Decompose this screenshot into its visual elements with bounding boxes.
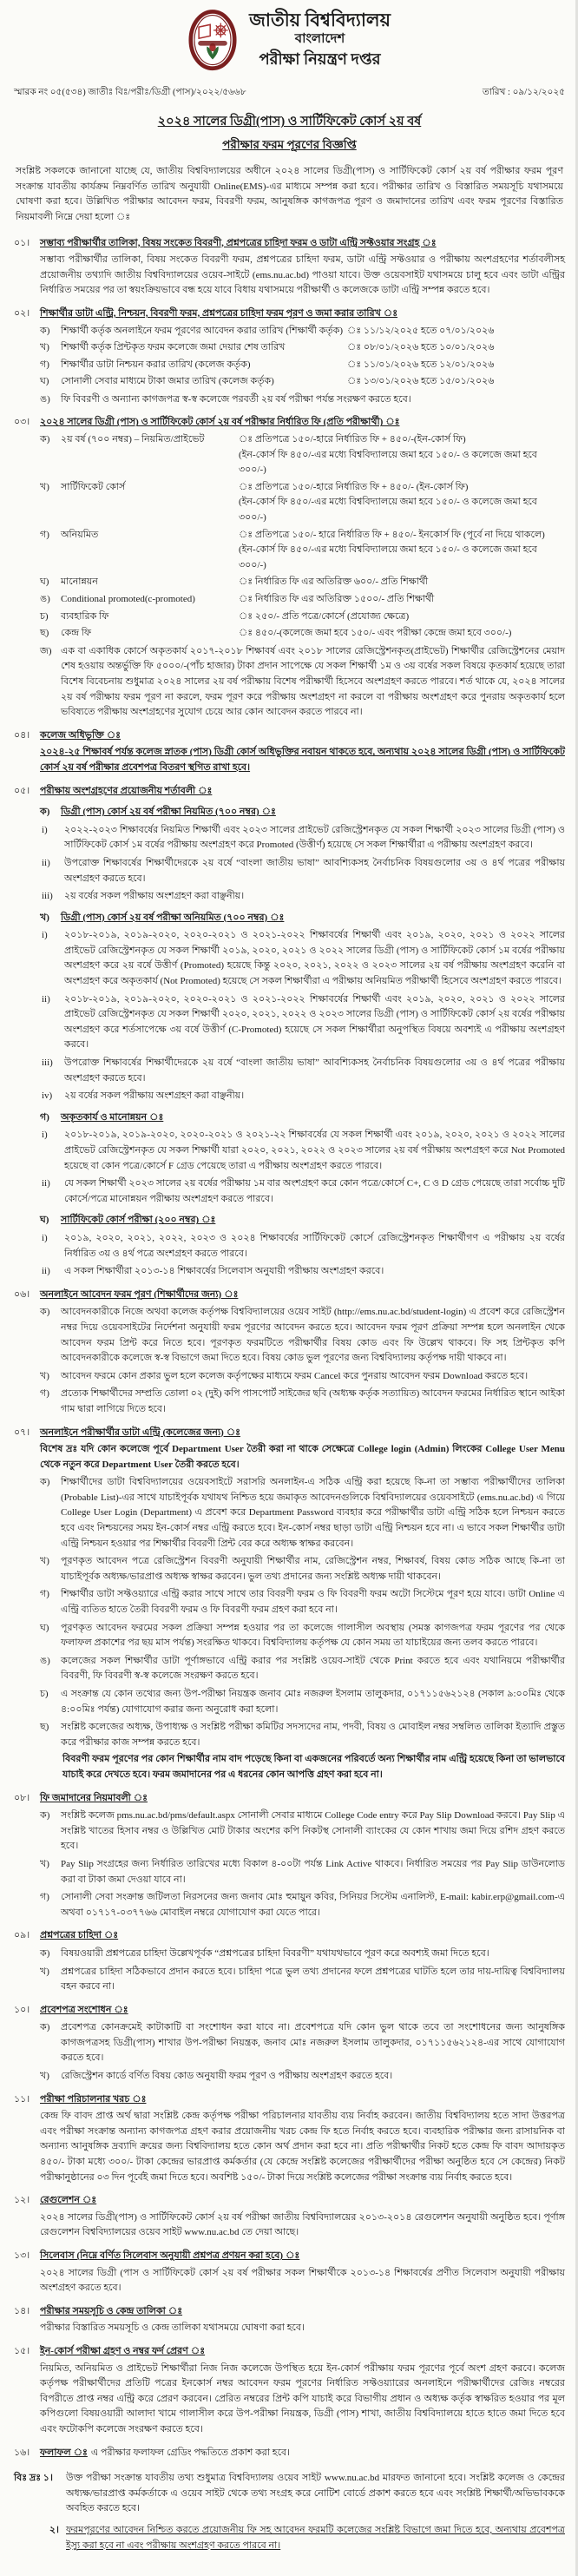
row-label-letter: গ) xyxy=(40,529,49,540)
row-value: ঃ ০৮/০১/২০২৬ হতে ১০/০১/২০২৬ xyxy=(347,342,495,353)
row-label: ব্যবহারিক ফি xyxy=(61,610,109,622)
item-label-letter: গ) xyxy=(40,1388,49,1400)
item-text: পূরণকৃত আবেদন ফরমের সকল প্রক্রিয়া সম্পন্ন হওয়ার পর তা কলেজে গালাসীল অবস্থায় (সমস্ত কাগজপত্র ফরম পূরণের পর থেকে ফলাফল প্রকাশের পর ছয় মাস পর্যন্ত) সংরক্ষিত থাকবে। বিশ্ববিদ্যালয় কর্তৃপক্ষ যে কোন সময় তা যাচাইয়ের জন্য তলব করতে পারবে। xyxy=(61,1622,565,1649)
section-body xyxy=(40,1947,565,1995)
roman-item xyxy=(42,1056,565,1086)
section xyxy=(14,728,565,776)
roman-item xyxy=(42,1176,565,1207)
subsection-letter: ঘ) xyxy=(40,1215,49,1226)
row-label-letter: ক) xyxy=(40,325,50,336)
item-text: সংশ্লিষ্ট কলেজ pms.nu.ac.bd/pms/default.aspx সোনালী সেবার মাধ্যমে College Code entry করে Pay Slip Download করবে। Pay Slip এ সংশ্লিষ্ট খাতের হিসাব নম্বর ও উল্লিখিত মোট টাকার অংশের কপি নিকটস্থ সোনালী ব্যাংকের যে কোন শাখায় জমা দিয়ে রশিদ গ্রহণ করতে হবে। xyxy=(61,1810,565,1852)
roman-label: i) xyxy=(42,930,48,941)
footnote-label: ২। xyxy=(49,2524,59,2535)
section-number: ১৬। xyxy=(14,2447,30,2458)
section xyxy=(14,2092,565,2186)
row-label: অনিয়মিত xyxy=(61,529,99,540)
paragraph: ২০২৪ সালের ডিগ্রী(পাস) ও সার্টিফিকেট কোর্স ২য় বর্ষ পরীক্ষা জাতীয় বিশ্ববিদ্যালয়ের ২০১৩-২০১৪ রেগুলেশন অনুযায়ী অনুষ্ঠিত হবে। পূর্ণাঙ্গ রেগুলেশন বিশ্ববিদ্যালয়ের ওয়েব সাইট www.nu.ac.bd তে দেয়া আছে। xyxy=(40,2211,565,2238)
paragraph: বিশেষ দ্রঃ যদি কোন কলেজে পূর্বে Department User তৈরী করা না থাকে সেক্ষেত্রে College login (Admin) লিংকের College User Menu থেকে নতুন করে Department User তৈরী করতে হবে। xyxy=(40,1444,565,1470)
item-label-letter: খ) xyxy=(40,1966,49,1977)
item-text: শিক্ষার্থীর ডাটা সফ্টওয়্যারে এন্ট্রি করার সাথে সাথে তার বিবরণী ফরম ও ফি বিবরণী ফরম অটো সিস্টেমে পূরণ হয়ে যাবে। ডাটা Online এ এন্ট্রি ব্যতিত হাতে তৈরী বিবরণী ফরম ও ফি বিবরণী ফরম গ্রহণ করা হবে না। xyxy=(61,1589,565,1616)
section-heading xyxy=(14,784,565,800)
row-label: ২য় বর্ষ (৭০০ নম্বর) – নিয়মিত/প্রাইভেট xyxy=(61,434,205,445)
section xyxy=(14,2304,565,2336)
roman-item-text: ২য় বর্ষের সকল পরীক্ষায় অংশগ্রহণ করা বাঞ্ছনীয়। xyxy=(64,891,245,902)
footnote xyxy=(14,2471,565,2517)
section-number: ০৯। xyxy=(14,1930,30,1941)
fee-note: (ইন-কোর্স ফি ৪৫০/-এর মধ্যে বিশ্ববিদ্যালয়ে জমা হবে ১৫০/- ও কলেজে জমা হবে ৩০০/-) xyxy=(239,544,537,570)
item-text: এক বা একাধিক কোর্সে অকৃতকার্য ২০১৭-২০১৮ শিক্ষাবর্ষ এবং ২০১৮ সালের রেজিস্ট্রেশনকৃত(প্রাইভেট) শিক্ষার্থীর রেজিস্ট্রেশনের মেয়াদ শেষ হওয়ায় অন্তর্ভুক্তি ফি ৫০০০/-(পাঁচ হাজার) টাকা প্রদান সাপেক্ষে যে সকল শিক্ষার্থী ১ম ও ৩য় বর্ষের সকল বিষয়ে কৃতকার্য হয়েছে তারা বিশেষ বিবেচনায় শুধুমাত্র ২০২৪ সালের ২য় বর্ষ পরীক্ষায় বিশেষ পরীক্ষার্থী হিসেবে অংশগ্রহণ করতে পারবে। শর্ত থাকে যে, ২০২৪ সালের ২য় বর্ষ পরীক্ষায় ফরম পূরণ না করলে, ফরম পূরণ করে পরীক্ষায় অংশগ্রহণ না করলে বা পরীক্ষায় অংশগ্রহণ করে পুনরায় অকৃতকার্য হলে ভবিষ্যতে পরীক্ষায় অংশগ্রহণের সুযোগ চেয়ে আর কোন আবেদন করতে পারবে না। xyxy=(61,645,565,718)
section-body xyxy=(40,2362,565,2438)
row-value: ঃ নির্ধারিত ফি এর অতিরিক্ত ৬০০/- প্রতি শিক্ষার্থী xyxy=(239,576,429,588)
subsection-title: ডিগ্রী (পাস) কোর্স ২য় বর্ষ পরীক্ষা অনিয়মিত (৭০০ নম্বর) ঃ xyxy=(61,912,285,923)
list-item xyxy=(40,1947,565,1962)
section xyxy=(14,415,565,720)
roman-item-text: ২০২২-২০২৩ শিক্ষাবর্ষের নিয়মিত শিক্ষার্থী এবং ২০২৩ সালের প্রাইভেট রেজিস্ট্রেশনকৃত যে সকল শিক্ষার্থী ২০২৩ সালের ডিগ্রী (পাস) ও সার্টিফিকেট কোর্স ১ম বর্ষের পরীক্ষায় অংশগ্রহণ করে Promoted (উত্তীর্ণ) হয়েছে সে সকল শিক্ষার্থীরা এ পরীক্ষায় অংশগ্রহণ করবে। xyxy=(64,824,565,851)
list-item xyxy=(40,1654,565,1684)
item-label-letter: ঙ) xyxy=(40,393,50,405)
section xyxy=(14,2193,565,2241)
section-heading xyxy=(14,728,565,744)
section-heading xyxy=(14,2193,565,2209)
section-number: ১০। xyxy=(14,2004,30,2015)
paragraph: ২০২৪ সালের ডিগ্রী (পাস ও সার্টিফিকেট কোর্স ২য় বর্ষ পরীক্ষার সকল শিক্ষার্থীকে ২০১৩-১৪ শিক্ষাবর্ষের প্রণীত সিলেবাস অনুযায়ী পরীক্ষায় অংশগ্রহণ করতে হবে। xyxy=(40,2267,565,2294)
row-label: সোনালী সেবার মাধ্যমে টাকা জমার তারিখ (কলেজ কর্তৃক) xyxy=(61,376,274,387)
office-name: পরীক্ষা নিয়ন্ত্রণ দপ্তর xyxy=(259,49,381,68)
section-number: ১৫। xyxy=(14,2345,30,2356)
roman-label: iii) xyxy=(42,1057,53,1069)
item-text: প্রশ্নপত্রের চাহিদা সঠিকভাবে প্রদান করতে হবে। চাহিদা পত্রে ভুল তথ্য প্রদানের ফলে প্রশ্নপত্রের ঘাটতি হলে তার দায়-দায়িত্ব বিশ্ববিদ্যালয় বহন করবে না। xyxy=(61,1966,565,1993)
section-title: ফলাফল ঃ xyxy=(40,2447,88,2458)
row-value: ঃ প্রতিপত্রে ১৫০/-হারে নির্ধারিত ফি + ৪৫০/-(ইন-কোর্স ফি) xyxy=(239,434,466,445)
section xyxy=(14,2446,565,2461)
roman-item xyxy=(42,1231,565,1262)
section-number: ০৪। xyxy=(14,729,30,741)
row-value: ঃ প্রতিপত্রে ১৫০/-হারে নির্ধারিত ফি + ৪৫০/- (ইন-কোর্স ফি) xyxy=(239,481,469,492)
sections xyxy=(14,236,565,2461)
item-text: প্রত্যেক শিক্ষার্থীদের সম্প্রতি তোলা ০২ (দুই) কপি পাসপোর্ট সাইজের ছবি (অধ্যক্ষ কর্তৃক সত্যায়িত) আবেদন ফরমের নির্ধারিত স্থানে আইকা গাম দ্বারা লাগিয়ে দিতে হবে। xyxy=(61,1388,565,1414)
fee-row xyxy=(40,358,565,373)
footnote-text: উক্ত পরীক্ষা সংক্রান্ত যাবতীয় তথ্য শুধুমাত্র বিশ্ববিদ্যালয় ওয়েব সাইট www.nu.ac.bd মারফত জানানো হবে। সংশ্লিষ্ট কলেজ ও কেন্দ্রের অধ্যক্ষ/ভারপ্রাপ্ত কর্মকর্তাকে এ ওয়েব সাইট থেকে তথ্য সংগ্রহ করে নোটিশ বোর্ডে প্রকাশ করতে হবে এবং সংশ্লিষ্ট শিক্ষার্থী/অভিভাবককে অবহিত করতে হবে। xyxy=(66,2473,565,2514)
row-label-letter: ঘ) xyxy=(40,376,49,387)
item-label-letter: খ) xyxy=(40,1370,49,1381)
item-label-letter: ছ) xyxy=(40,1722,49,1733)
list-item xyxy=(40,1687,565,1717)
paragraph: সম্ভাব্য পরীক্ষার্থীর তালিকা, বিষয় সংকেত বিবরণী ফরম, প্রশ্নপত্রের চাহিদা ফরম, ডাটা এন্ট্রি সফ্টওয়ার ও পরীক্ষায় অংশগ্রহণের শর্তাবলীসহ প্রয়োজনীয় তথ্যাদি জাতীয় বিশ্ববিদ্যালয়ের ওয়েব-সাইটে (ems.nu.ac.bd) পাওয়া যাবে। উক্ত ওয়েবসাইট যথাসময়ে চালু হবে এবং ডাটা এন্ট্রির নির্ধারিত সময়ের পর তা স্বয়ংক্রিয়ভাবে বন্ধ হয়ে যাবে বিধায় যথাসময়ে পরীক্ষার্থী ও কলেজকে ডাটা এন্ট্রি সম্পন্ন করতে হবে। xyxy=(40,254,565,296)
section-heading xyxy=(14,236,565,252)
fee-row xyxy=(40,324,565,339)
fee-row xyxy=(40,340,565,356)
memo-number: স্মারক নং ০৫(৫৩৪) জাতীঃ বিঃ/পরীঃ/ডিগ্রী (পাস)/২০২২/৫৬৬৮ xyxy=(14,87,246,97)
list-item xyxy=(40,392,565,408)
item-label-letter: জ) xyxy=(40,645,52,656)
list-item xyxy=(40,1305,565,1366)
row-label-letter: গ) xyxy=(40,359,49,370)
section-number: ০৮। xyxy=(14,1792,30,1803)
section xyxy=(14,2344,565,2438)
section-heading xyxy=(14,2249,565,2264)
roman-label: iii) xyxy=(42,891,53,902)
section-heading xyxy=(14,2344,565,2360)
fee-note: (ইন-কোর্স ফি ৪৫০/-এর মধ্যে বিশ্ববিদ্যালয়ে জমা হবে ১৫০/- ও কলেজে জমা হবে ৩০০/-) xyxy=(239,449,537,476)
section-number: ০১। xyxy=(14,237,30,248)
section xyxy=(14,784,565,1280)
section-heading xyxy=(14,415,565,431)
item-text: এ সংক্রান্ত যে কোন তথ্যের জন্য উপ-পরীক্ষা নিয়ন্ত্রক জনাব মোঃ নজরুল ইসলাম তালুকদার, ০১৭১১৫৬২১২৪ (সকাল ৯:০০মিঃ থেকে ৪:০০মিঃ পর্যন্ত) যোগাযোগ করার জন্য অনুরোধ করা হলো। xyxy=(61,1689,565,1715)
item-label-letter: ক) xyxy=(40,1947,50,1959)
item-label-letter: ক) xyxy=(40,1307,50,1318)
list-item xyxy=(40,1387,565,1417)
list-item xyxy=(40,1621,565,1651)
roman-item xyxy=(42,1089,565,1104)
list-item xyxy=(40,644,565,721)
section-heading xyxy=(14,1791,565,1807)
subsection-letter: খ) xyxy=(40,912,49,923)
footnotes xyxy=(14,2471,565,2553)
fee-note: (ইন-কোর্স ফি ৪৫০/-এর মধ্যে বিশ্ববিদ্যালয়ে জমা হবে ১৫০/- ও কলেজে জমা হবে ৩০০/-) xyxy=(239,497,537,524)
section-heading xyxy=(14,1426,565,1441)
subsection-title: ডিগ্রী (পাস) কোর্স ২য় বর্ষ পরীক্ষা নিয়মিত (৭০০ নম্বর) ঃ xyxy=(61,807,276,818)
list-item xyxy=(40,1890,565,1920)
fee-row xyxy=(40,626,565,642)
row-label: শিক্ষার্থী কর্তৃক প্রিন্টকৃত ফরম কলেজে জমা দেয়ার শেষ তারিখ xyxy=(61,342,286,353)
list-item xyxy=(40,1808,565,1855)
section-number: ০২। xyxy=(14,307,30,319)
section-inline-text: এ পরীক্ষার ফলাফল গ্রেডিং পদ্ধতিতে প্রকাশ করা হবে। xyxy=(90,2447,291,2458)
roman-item-text: ২য় বর্ষের সকল পরীক্ষায় অংশগ্রহণ করা বাঞ্ছনীয়। xyxy=(64,1090,245,1102)
intro-paragraph: সংশ্লিষ্ট সকলকে জানানো যাচ্ছে যে, জাতীয় বিশ্ববিদ্যালয়ের অধীনে ২০২৪ সালের ডিগ্রী(পাস) ও সার্টিফিকেট কোর্স ২য় বর্ষ পরীক্ষার ফরম পূরণ সংক্রান্ত যাবতীয় কার্যক্রম নিম্নবর্ণিত তারিখ অনুযায়ী Online(EMS)-এর মাধ্যমে সম্পন্ন করা হবে। পরীক্ষার তারিখ ও বিস্তারিত সময়সূচি যথাসময়ে ঘোষণা করা হবে। উল্লিখিত পরীক্ষার আবেদন ফরম, বিবরণী ফরম, আনুষঙ্গিক কাগজপত্র পূরণ ও জমাদানের তারিখ এবং ফরম পূরণের বিস্তারিত নিয়মাবলী নিম্নে দেয়া হলো ঃ xyxy=(16,166,563,222)
roman-item xyxy=(42,889,565,905)
list-item xyxy=(40,2069,565,2085)
section-number: ০৩। xyxy=(14,417,30,428)
section-heading xyxy=(14,2092,565,2108)
subsection-letter: গ) xyxy=(40,1111,49,1123)
footnote-label: বিঃ দ্রঃ ১। xyxy=(14,2473,53,2484)
roman-label: ii) xyxy=(42,1178,50,1189)
section-body xyxy=(40,2020,565,2084)
roman-item-text: উপরোক্ত শিক্ষাবর্ষের শিক্ষার্থীদেরকে ২য় বর্ষে “বাংলা জাতীয় ভাষা” আবশ্যিকসহ নৈর্বাচনিক বিষয়গুলোর ৩য় ও ৪র্থ পত্রের পরীক্ষায় অংশগ্রহণ করতে হবে। xyxy=(64,857,565,884)
section xyxy=(14,2003,565,2085)
subsection-heading xyxy=(40,1110,565,1126)
fee-row xyxy=(40,374,565,390)
section-body xyxy=(40,2109,565,2185)
row-label: কেন্দ্র ফি xyxy=(61,628,91,639)
item-label-letter: খ) xyxy=(40,1858,49,1869)
section-heading xyxy=(14,306,565,322)
item-text: পূরণকৃত আবেদন পত্রে রেজিস্ট্রেশন বিবরণী অনুযায়ী শিক্ষার্থীর নাম, রেজিস্ট্রেশন নম্বর, শিক্ষাবর্ষ, বিষয় কোড সঠিক আছে কি-না তা যাচাইপূর্বক অধ্যক্ষ/ভারপ্রাপ্ত অধ্যক্ষ স্বাক্ষর করবেন। ভুল তথ্য প্রদানের জন্য সংশ্লিষ্ট অধ্যক্ষ দায়ী থাকবেন। xyxy=(61,1556,565,1582)
item-label-letter: ক) xyxy=(40,1477,50,1488)
list-item xyxy=(40,1587,565,1617)
list-item xyxy=(40,1475,565,1552)
roman-item-text: এ সকল শিক্ষার্থীরা ২০১৩-১৪ শিক্ষাবর্ষের সিলেবাস অনুযায়ী পরীক্ষায় অংশগ্রহণ করবে। xyxy=(64,1266,384,1277)
roman-item-text: ২০১৮-২০১৯, ২০১৯-২০২০, ২০২০-২০২১ ও ২০২১-২২ শিক্ষাবর্ষের যে সকল শিক্ষার্থী এবং ২০১৯, ২০২০, ২০২১ ও ২০২২ সালের প্রাইভেট রেজিস্ট্রেশনকৃত যে সকল শিক্ষার্থী যারা ২০২০, ২০২১, ২০২২ ও ২০২৩ সালের ২য় বর্ষ পরীক্ষায় অংশগ্রহণ করে Not Promoted হয়েছে বা কোন পত্রে/কোর্সে F গ্রেড পেয়েছে তারা এ পরীক্ষায় অংশগ্রহণ করতে পারবে। xyxy=(64,1130,565,1171)
row-label: সার্টিফিকেট কোর্স xyxy=(61,481,126,492)
section-number: ১৩। xyxy=(14,2250,30,2262)
section-title: পরীক্ষায় অংশগ্রহণের প্রয়োজনীয় শর্তাবলী ঃ xyxy=(40,785,213,796)
item-text: আবেদনকারীকে নিজে অথবা কলেজ কর্তৃপক্ষ বিশ্ববিদ্যালয়ের ওয়েব সাইট (http://ems.nu.ac.bd/student-login) এ প্রবেশ করে রেজিস্ট্রেশন নম্বর দিয়ে ওয়েবসাইটের নির্দেশনা অনুযায়ী ফরম পূরণের আবেদন করতে হবে। আবেদন ফরম পূরণ প্রক্রিয়া সম্পন্ন হলে অনলাইন থেকে আবেদন ফরম প্রিন্ট করে নিতে হবে। পূরণকৃত ফরমটিতে পরীক্ষার্থীর বিষয় কোড এবং ফি উল্লেখ থাকবে। ফি সহ প্রিন্টকৃত কপি আবেদনকারীকে কলেজে স্ব-স্ব বিভাগে জমা দিতে হবে। বিষয় কোড ভুল পূরণের জন্য বিশ্ববিদ্যালয় কর্তৃপক্ষ দায়ী থাকবে না। xyxy=(61,1307,565,1364)
item-text: প্রবেশপত্র কোনক্রমেই কাটাকাটি বা সংশোধন করা যাবে না। প্রবেশপত্রে যদি কোন ভুল থাকে তবে তা সংশোধনের জন্য আনুষঙ্গিক কাগজপত্রসহ ডিগ্রী(পাস) শাখার উপ-পরীক্ষা নিয়ন্ত্রক, জনাব মোঃ নজরুল ইসলাম তালুকদার, ০১৭১১৫৬২১২৪-এর সাথে যোগাযোগ করতে হবে। xyxy=(61,2022,565,2064)
fee-row xyxy=(40,592,565,608)
subsection-heading xyxy=(40,1213,565,1229)
notice-title xyxy=(14,112,565,154)
row-label-letter: ক) xyxy=(40,434,50,445)
section-body xyxy=(40,432,565,721)
row-value: ঃ ৪৫০/-(কলেজে জমা হবে ১৫০/- এবং পরীক্ষা কেন্দ্রে জমা হবে ৩০০/-) xyxy=(239,628,512,639)
section-title: রেগুলেশন ঃ xyxy=(40,2195,97,2206)
section-body xyxy=(40,324,565,408)
item-label-letter: ঘ) xyxy=(40,1622,49,1633)
roman-label: ii) xyxy=(42,1266,50,1277)
item-text: আবেদন ফরমে কোন প্রকার ভুল হলে কলেজ কর্তৃপক্ষের মাধ্যমে ফরম Cancel করে পুনরায় আবেদন ফরম Download করতে হবে। xyxy=(61,1370,529,1381)
item-label-letter: গ) xyxy=(40,1589,49,1600)
section-number: ১১। xyxy=(14,2093,30,2105)
notice-title-line1: ২০২৪ সালের ডিগ্রী(পাস) ও সার্টিফিকেট কোর্স ২য় বর্ষ xyxy=(157,115,422,129)
roman-item xyxy=(42,1264,565,1280)
row-label-letter: খ) xyxy=(40,481,49,492)
roman-label: i) xyxy=(42,824,48,835)
row-label-letter: ঘ) xyxy=(40,576,49,588)
subsection-title: অকৃতকার্য ও মানোন্নয়ন ঃ xyxy=(61,1111,164,1123)
section-title: কলেজ অধিভুক্তি ঃ xyxy=(40,729,121,741)
row-label: শিক্ষার্থী কর্তৃক অনলাইনে ফরম পূরণের আবেদন করার তারিখ (শিক্ষার্থী কর্তৃক) xyxy=(61,325,344,336)
section xyxy=(14,2249,565,2296)
row-label-letter: ঙ) xyxy=(40,594,50,605)
roman-label: ii) xyxy=(42,857,50,868)
section-number: ১৪। xyxy=(14,2305,30,2316)
nu-university-seal-icon xyxy=(188,9,237,79)
section-body xyxy=(40,1808,565,1920)
fee-row xyxy=(40,528,565,544)
row-label-letter: ছ) xyxy=(40,628,49,639)
section-title: পরীক্ষার সময়সূচি ও কেন্দ্র তালিকা ঃ xyxy=(40,2305,183,2316)
subsection-heading xyxy=(40,805,565,820)
notice-title-line2: পরীক্ষার ফরম পূরণের বিজ্ঞপ্তি xyxy=(222,137,357,151)
item-text: সোনালী সেবা সংক্রান্ত জটিলতা নিরসনের জন্য জনাব মোঃ হুমায়ুন কবির, সিনিয়র সিস্টেম এনালিস্ট, E-mail: kabir.erp@gmail.com-এ অথবা ০১৭১৭-০৩৭৭৬৬ মোবাইল নম্বরে যোগাযোগ করা যেতে পারে। xyxy=(61,1892,565,1918)
roman-item-text: উপরোক্ত শিক্ষাবর্ষের শিক্ষার্থীদেরকে ২য় বর্ষে “বাংলা জাতীয় ভাষা” আবশ্যিকসহ নৈর্বাচনিক বিষয়গুলোর ৩য় ও ৪র্থ পত্রের পরীক্ষায় অংশগ্রহণ করতে হবে। xyxy=(64,1057,565,1084)
section-title: প্রবেশপত্র সংশোধন ঃ xyxy=(40,2004,128,2015)
section-title: ফি জমাদানের নিয়মাবলী ঃ xyxy=(40,1792,148,1803)
list-item xyxy=(40,1720,565,1750)
row-value: ঃ নির্ধারিত ফি এর অতিরিক্ত ১৫০০/- প্রতি শিক্ষার্থী xyxy=(239,594,435,605)
section-title: ২০২৪ সালের ডিগ্রী (পাস) ও সার্টিফিকেট কোর্স ২য় বর্ষ পরীক্ষার নির্ধারিত ফি (প্রতি পরীক্ষার্থী) ঃ xyxy=(40,417,400,428)
roman-label: i) xyxy=(42,1232,48,1243)
item-text: Pay Slip সংগ্রহের জন্য নির্ধারিত তারিখের মধ্যে বিকাল ৪-০০টা পর্যন্ত Link Active থাকবে। নির্ধারিত সময়ের পর Pay Slip ডাউনলোড করা বা টাকা জমা দেওয়া যাবে না। xyxy=(61,1858,565,1885)
section-body xyxy=(40,2321,565,2336)
row-value: ঃ ২৫০/- প্রতি পত্রে/কোর্সে (প্রযোজ্য ক্ষেত্রে) xyxy=(239,610,410,622)
item-label-letter: খ) xyxy=(40,1556,49,1567)
section-title: ইন-কোর্স পরীক্ষা গ্রহণ ও নম্বর ফর্দ প্রেরণ ঃ xyxy=(40,2345,206,2356)
section xyxy=(14,306,565,408)
section-heading xyxy=(14,2446,565,2461)
section xyxy=(14,1288,565,1418)
row-label-letter: খ) xyxy=(40,342,49,353)
memo-row xyxy=(14,86,565,101)
row-label: মানোন্নয়ন xyxy=(61,576,98,588)
section xyxy=(14,1426,565,1783)
item-label-letter: ক) xyxy=(40,1810,50,1822)
section-title: শিক্ষার্থীর ডাটা এন্ট্রি, নিশ্চয়ন, বিবরণী ফরম, প্রশ্নপত্রের চাহিদা ফরম পূরণ ও জমা করার তারিখ ঃ xyxy=(40,307,398,319)
list-item xyxy=(40,2020,565,2066)
item-text: ফি বিবরণী ও অন্যান্য কাগজপত্র স্ব-স্ব কলেজে পরবর্তী ২য় বর্ষ পরীক্ষা পর্যন্ত সংরক্ষণ করতে হবে। xyxy=(61,393,411,405)
section-title: অনলাইনে আবেদন ফরম পূরণ (শিক্ষার্থীদের জন্য) ঃ xyxy=(40,1288,239,1300)
section-heading xyxy=(14,1288,565,1303)
item-label-letter: ঙ) xyxy=(40,1655,50,1666)
item-text: সংশ্লিষ্ট কলেজের অধ্যক্ষ, উপাধ্যক্ষ ও সংশ্লিষ্ট পরীক্ষা কমিটির সদস্যদের নাম, পদবী, বিষয় ও মোবাইল নম্বর সম্বলিত তালিকা ইত্যাদি প্রস্তুত করে পরীক্ষার কাজ সম্পন্ন করতে হবে। xyxy=(61,1722,565,1748)
list-item xyxy=(40,1857,565,1888)
item-label-letter: খ) xyxy=(40,2071,49,2082)
section-body xyxy=(40,253,565,299)
section xyxy=(14,1791,565,1921)
item-label-letter: চ) xyxy=(40,1689,49,1700)
section-body xyxy=(40,2266,565,2296)
section-number: ০৬। xyxy=(14,1288,30,1300)
roman-item-text: ২০১৮-২০১৯, ২০১৯-২০২০, ২০২০-২০২১ ও ২০২১-২০২২ শিক্ষাবর্ষের শিক্ষার্থী এবং ২০১৯, ২০২০, ২০২১ ও ২০২২ সালের প্রাইভেট রেজিস্ট্রেশনকৃত যে সকল শিক্ষার্থী ২০১৯, ২০২০, ২০২১ ও ২০২২ সালের ডিগ্রী (পাস) ও সার্টিফিকেট কোর্স ১ম বর্ষের পরীক্ষায় অংশগ্রহণ করে ২য় বর্ষে উত্তীর্ণ (Promoted) হয়েছে কিন্তু ২০২০, ২০২১, ২০২২ ও ২০২৩ সালের ২য় বর্ষ পরীক্ষায় অংশগ্রহণ করেনি বা অংশগ্রহণ করে অকৃতকার্য (Not Promoted) হয়েছে সে সকল শিক্ষার্থীরা এ পরীক্ষায় অনিয়মিত পরীক্ষার্থী হিসেবে অংশগ্রহণ করতে পারবে। xyxy=(64,930,565,987)
roman-item xyxy=(42,856,565,886)
country-name: বাংলাদেশ xyxy=(294,32,345,47)
paragraph: নিয়মিত, অনিয়মিত ও প্রাইভেট শিক্ষার্থীরা নিজ নিজ কলেজে উপস্থিত হয়ে ইন-কোর্স পরীক্ষায় ফরম পূরণের পূর্বে অংশ গ্রহণ করবে। কলেজ কর্তৃপক্ষ পরীক্ষার্থীদের প্রতিটি পত্রের ইনকোর্স নম্বর আবেদন ফরম পূরণের নির্ধারিত সফ্টওয়্যারের অনলাইনে পরীক্ষার্থীদের রেজিঃ নম্বরের বিপরীতে প্রাপ্ত নম্বর এন্ট্রি করে প্রেরণ করবেন। প্রেরিত নম্বরের প্রিন্ট কপি যাচাই করে বিভাগীয় প্রধান ও অধ্যক্ষ কর্তৃক স্বাক্ষরিত হওয়ার পর মূল কপিগুলো বিষয়ওয়ারী আলাদা খামে গালাসীল করে উপ-পরীক্ষা নিয়ন্ত্রক, ডিগ্রী (পাস) শাখা, জাতীয় বিশ্ববিদ্যালয়ে হাতে হাতে জমা দিতে হবে এবং ফটোকপি কলেজে সংরক্ষণ করতে হবে। xyxy=(40,2362,565,2434)
fee-row xyxy=(40,432,565,448)
subsection-heading xyxy=(40,911,565,926)
row-value: ঃ ১১/১২/২০২৫ হতে ০৭/০১/২০২৬ xyxy=(347,325,495,336)
section-body xyxy=(40,745,565,775)
roman-item-text: ২০১৯, ২০২০, ২০২১, ২০২২, ২০২৩ ও ২০২৪ শিক্ষাবর্ষের সার্টিফিকেট কোর্সে রেজিস্ট্রেশনকৃত শিক্ষার্থীগণ এ পরীক্ষায় ২য় বর্ষের নির্ধারিত ৩য় ও ৪র্থ পত্রে অংশগ্রহণ করতে পারবে। xyxy=(64,1232,565,1259)
section-body xyxy=(40,805,565,1280)
item-text: শিক্ষার্থীদের ডাটা বিশ্ববিদ্যালয়ের ওয়েবসাইটে সরাসরি অনলাইন-এ সঠিক এন্ট্রি করা হয়েছে কি-না তা সম্ভাব্য পরীক্ষার্থীদের তালিকা (Probable List)-এর সাথে যাচাইপূর্বক যথাযথ নিশ্চিত হয়ে জমাকৃত আবেদনগুলিকে বিশ্ববিদ্যালয়ের ওয়েবসাইটে (ems.nu.ac.bd) এ গিয়ে College User Login (Department) এ প্রবেশ করে Department Password ব্যবহার করে পরীক্ষার্থীর ডাটা এন্ট্রি সঠিক হলে নিশ্চয়ন করতে হবে এবং নিশ্চয়নের সময় ইন-কোর্স নম্বর এন্ট্রি করতে হবে। ইন-কোর্স নম্বর ছাড়া ডাটা এন্ট্রি নিশ্চয়ন হবে না। এ ভাবে সকল শিক্ষার্থীর ডাটা এন্ট্রি নিশ্চয়ন হওয়ার পর শিক্ষার্থীর বিবরণী প্রিন্ট বের করে অধ্যক্ষ স্বাক্ষর করবেন। xyxy=(61,1477,565,1549)
section-heading xyxy=(14,2304,565,2320)
section-title: প্রশ্নপত্রের চাহিদা ঃ xyxy=(40,1930,119,1941)
section xyxy=(14,1928,565,1994)
section-title: অনলাইনে পরীক্ষার্থীর ডাটা এন্ট্রি (কলেজের জন্য) ঃ xyxy=(40,1426,241,1438)
paragraph: ২০২৪-২৫ শিক্ষাবর্ষ পর্যন্ত কলেজ স্নাতক (পাস) ডিগ্রী কোর্স অধিভুক্তির নবায়ন থাকতে হবে, অন্যথায় ২০২৪ সালের ডিগ্রী (পাস) ও সার্টিফিকেট কোর্স ২য় বর্ষ পরীক্ষার প্রবেশপত্র বিতরণ স্থগিত রাখা হবে। xyxy=(40,747,565,773)
list-item xyxy=(40,1965,565,1995)
roman-item-text: যে সকল শিক্ষার্থী ২০২৩ সালের ২য় বর্ষের পরীক্ষায় ১ম বার অংশগ্রহণ করে কোন পত্রে/কোর্সে C+, C ও D গ্রেড পেয়েছে তারা সর্বোচ্চ দুটি কোর্সে/পত্রে মানোন্নয়ন পরীক্ষায় অংশগ্রহণ করতে পারবে। xyxy=(64,1178,565,1204)
list-item xyxy=(40,1554,565,1584)
paragraph: পরীক্ষার বিস্তারিত সময়সূচি ও কেন্দ্র তালিকা যথাসময়ে ঘোষণা করা হবে। xyxy=(40,2322,305,2334)
row-value: ঃ ১৩/০১/২০২৬ হতে ১৫/০১/২০২৬ xyxy=(347,376,495,387)
letterhead xyxy=(14,9,565,79)
item-label-letter: গ) xyxy=(40,1892,49,1903)
paragraph: বিবরণী ফরম পূরণের পর কোন শিক্ষার্থীর নাম বাদ পড়েছে কিনা বা একজনের পরিবর্তে অন্য শিক্ষার্থীর নাম এন্ট্রি হয়েছে কিনা তা ভালভাবে যাচাই করে দেখতে হবে। ফরম জমাদানের পর এ ধরনের কোন আপত্তি গ্রহণ করা হবে না। xyxy=(62,1754,565,1780)
section-body xyxy=(40,2210,565,2241)
roman-item xyxy=(42,823,565,853)
row-value: ঃ প্রতিপত্রে ১৫০/- হারে নির্ধারিত ফি + ৪৫০/- ইনকোর্স ফি (পূর্বে না দিয়ে থাকলে) xyxy=(239,529,545,540)
list-item xyxy=(40,1369,565,1385)
roman-item xyxy=(42,928,565,989)
roman-item xyxy=(42,1128,565,1174)
section-number: ০৭। xyxy=(14,1426,30,1438)
section-title: সম্ভাব্য পরীক্ষার্থীর তালিকা, বিষয় সংকেত বিবরণী, প্রশ্নপত্রের চাহিদা ফরম ও ডাটা এন্ট্রি সফ্টওয়ার সংগ্রহ ঃ xyxy=(40,237,437,248)
section-heading xyxy=(14,2003,565,2019)
section-body xyxy=(40,1442,565,1782)
fee-row xyxy=(40,480,565,496)
roman-label: iv) xyxy=(42,1090,53,1102)
roman-label: ii) xyxy=(42,993,50,1005)
item-text: বিষয়ওয়ারী প্রশ্নপত্রের চাহিদা উল্লেখপূর্বক “প্রশ্নপত্রের চাহিদা বিবরণী” যথাযথভাবে পূরণ করে অবশ্যই জমা দিতে হবে। xyxy=(61,1947,489,1959)
section-number: ১২। xyxy=(14,2195,30,2206)
roman-item xyxy=(42,992,565,1053)
row-label: Conditional promoted(c-promoted) xyxy=(61,594,195,605)
footnote-text: ফরমপূরণের আবেদন নিশ্চিত করতে প্রয়োজনীয় ফি সহ আবেদন ফরমটি কলেজের সংশ্লিষ্ট বিভাগে জমা দিতে হবে, অন্যথায় প্রবেশপত্র ইস্যু করা হবে না এবং পরীক্ষায় অংশগ্রহণ করতে পারবে না। xyxy=(66,2524,565,2551)
section xyxy=(14,236,565,299)
fee-row xyxy=(40,609,565,625)
section-title: পরীক্ষা পরিচালনার খরচ ঃ xyxy=(40,2093,147,2105)
row-label: শিক্ষার্থীর ডাটা নিশ্চয়ন করার তারিখ (কলেজ কর্তৃক) xyxy=(61,359,251,370)
paragraph: কেন্দ্র ফি বাবদ প্রাপ্ত অর্থ দ্বারা সংশ্লিষ্ট কেন্দ্র কর্তৃপক্ষ পরীক্ষা পরিচালনার যাবতীয় ব্যয় নির্বাহ করবেন। জাতীয় বিশ্ববিদ্যালয় হতে সাদা উত্তরপত্র এবং পরীক্ষা সংক্রান্ত অন্যান্য কাগজপত্র গ্রহণ করার প্রয়োজনীয় খরচ কেন্দ্র ফি হতে নির্বাহ করতে হবে। ব্যবহারিক পরীক্ষার জন্য রাসায়নিক বা অন্যান্য আনুষঙ্গিক দ্রব্যাদি ক্রয়ের জন্য বিশ্ববিদ্যালয় হতে কোন অর্থ প্রদান করা হবে না। প্রতি পরীক্ষার্থীর নিকট হতে কেন্দ্র ফি বাবদ আদায়কৃত ৪৫০/- টাকা মধ্যে ৩০০/- টাকা কেন্দ্রের ভারপ্রাপ্ত কর্মকর্তার (যে কেন্দ্রে সংশ্লিষ্ট কলেজের পরীক্ষার্থীদের পরীক্ষা অনুষ্ঠিত হবে সে কেন্দ্রের) নিকট পরীক্ষানুষ্ঠানের ০৩ দিন পূর্বেই জমা দিতে হবে। অবশিষ্ট ১৫০/- টাকা দিয়ে সংশ্লিষ্ট কলেজের পরীক্ষা সংক্রান্ত ব্যয় নির্বাহ করতে হবে। xyxy=(40,2111,565,2183)
section-heading xyxy=(14,1928,565,1944)
fee-row xyxy=(40,575,565,590)
section-title: সিলেবাস (নিম্নে বর্ণিত সিলেবাস অনুযায়ী প্রশ্নপত্র প্রণয়ন করা হবে) ঃ xyxy=(40,2250,300,2262)
row-label-letter: চ) xyxy=(40,610,49,622)
subsection-letter: ক) xyxy=(40,807,50,818)
item-text: কলেজের সকল শিক্ষার্থীর ডাটা পূর্ণাঙ্গভাবে এন্ট্রি করার পর সংশ্লিষ্ট ওয়েব-সাইট থেকে Print করতে হবে এবং যথানিয়মে পরীক্ষার্থীর বিবরণী, ফি বিবরণী স্ব-স্ব কলেজে সংরক্ষণ করতে হবে। xyxy=(61,1655,565,1682)
university-name: জাতীয় বিশ্ববিদ্যালয় xyxy=(249,10,391,30)
section-number: ০৫। xyxy=(14,785,30,796)
subsection-title: সার্টিফিকেট কোর্স পরীক্ষা (২০০ নম্বর) ঃ xyxy=(61,1215,216,1226)
roman-item-text: ২০১৮-২০১৯, ২০১৯-২০২০, ২০২০-২০২১ ও ২০২১-২০২২ শিক্ষাবর্ষের শিক্ষার্থী এবং ২০১৯, ২০২০, ২০২১ ও ২০২২ সালের প্রাইভেট রেজিস্ট্রেশনকৃত যে সকল শিক্ষার্থী ২০২০, ২০২১, ২০২২ ও ২০২৩ সালের ডিগ্রী (পাস) ও সার্টিফিকেট কোর্স ২য় বর্ষের পরীক্ষায় অংশগ্রহণ করে শর্তসাপেক্ষে ৩য় বর্ষে উত্তীর্ণ (C-Promoted) হয়েছে সে সকল শিক্ষার্থীরা অনুপস্থিত বিষয়ে অবশ্যই এ পরীক্ষায় অংশগ্রহণ করবে। xyxy=(64,993,565,1051)
item-label-letter: ক) xyxy=(40,2022,50,2033)
roman-label: i) xyxy=(42,1130,48,1141)
section-body xyxy=(40,1305,565,1417)
issue-date: তারিখ : ০৯/১২/২০২৫ xyxy=(482,87,565,97)
footnote xyxy=(14,2523,565,2553)
item-text: রেজিস্ট্রেশন কার্ডে বর্ণিত বিষয় কোড অনুযায়ী ফরম পূরণ ও পরীক্ষায় অংশগ্রহণ করতে হবে। xyxy=(61,2071,393,2082)
row-value: ঃ ১১/০১/২০২৬ হতে ১২/০১/২০২৬ xyxy=(347,359,495,370)
